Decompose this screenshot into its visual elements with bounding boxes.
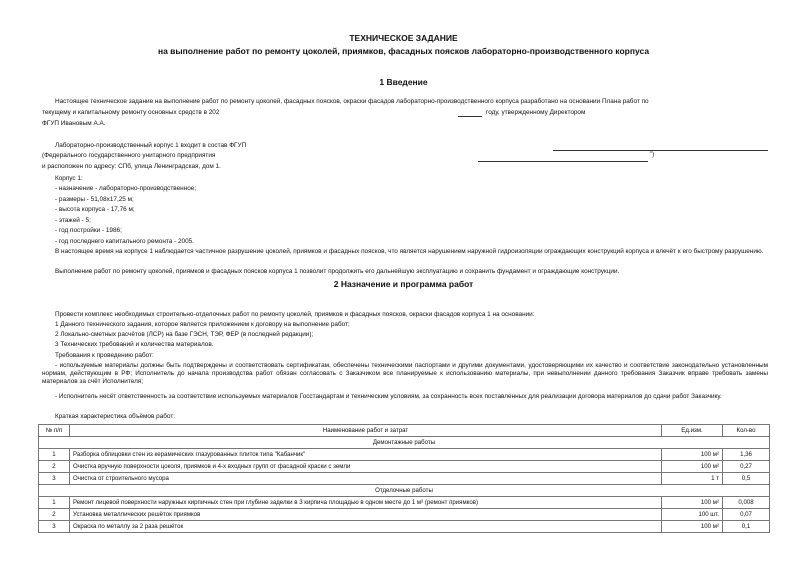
- document-title: ТЕХНИЧЕСКОЕ ЗАДАНИЕ: [349, 33, 458, 43]
- column-header-unit: Ед.изм.: [662, 425, 723, 437]
- org-fullname-line: [478, 161, 648, 162]
- row-name: Ремонт лицевой поверхности наружных кирпичных стен при глубине заделки в 3 кирпича площадью в одном месте до 1 м² (ремонт приямков): [70, 497, 662, 509]
- table-group-row: [39, 437, 770, 449]
- row-name: Очистка вручную поверхности цоколя, приямков и 4-х входных групп от фасадной краски с земли: [70, 461, 662, 473]
- row-no: 2: [39, 509, 70, 521]
- intro-line-2a: текущему и капитальному ремонту основных средств в 202: [42, 109, 220, 116]
- org-name-line: [553, 150, 768, 151]
- table-row: [39, 461, 770, 473]
- volume-heading: Краткая характеристика объёмов работ:: [55, 413, 176, 420]
- corpus-item: - назначение - лабораторно-производственное;: [55, 185, 197, 192]
- corpus-item: - год постройки - 1986;: [55, 227, 122, 234]
- column-header-qty: Кол-во: [723, 425, 770, 437]
- intro-line-3: ФГУП Ивановым А.А.: [42, 120, 106, 127]
- part-line-2: (Федерального государственного унитарного предприятия: [42, 152, 216, 159]
- row-qty: 0,07: [723, 509, 770, 521]
- requirement-1: - используемые материалы должны быть подтверждены и соответствовать сертификатам, обеспечены техническими паспортами и другими документами, удостоверяющими их качество и соответствие законодательно установленным нормам, действующим в РФ; Исполнитель до начала производства работ обязан согласовать с Заказчиком все планируемые к использованию материалы, при невыполнении данного требования Заказчик вправе требовать замены материалов за счёт Исполнителя;: [42, 362, 768, 385]
- column-header-no: № п/п: [39, 425, 70, 437]
- basis-item: 3 Технических требований и количества материалов.: [55, 341, 214, 348]
- table-row: [39, 521, 770, 533]
- row-no: 3: [39, 473, 70, 485]
- row-no: 1: [39, 497, 70, 509]
- row-qty: 1,36: [723, 449, 770, 461]
- group-title: Отделочные работы: [39, 485, 770, 497]
- row-name: Установка металлических решёток приямков: [70, 509, 662, 521]
- table-row: [39, 449, 770, 461]
- row-unit: 100 м²: [662, 461, 723, 473]
- row-unit: 100 м²: [662, 497, 723, 509]
- document-subtitle: на выполнение работ по ремонту цоколей, приямков, фасадных поясков лабораторно-производственного корпуса: [157, 46, 650, 56]
- corpus-item: - размеры - 51,08х17,25 м;: [55, 196, 134, 203]
- row-name: Очистка от строительного мусора: [70, 473, 662, 485]
- column-header-name: Наименование работ и затрат: [70, 425, 662, 437]
- group-title: Демонтажные работы: [39, 437, 770, 449]
- corpus-item: - год последнего капитального ремонта - 2005.: [55, 238, 194, 245]
- row-qty: 0,1: [723, 521, 770, 533]
- row-no: 1: [39, 449, 70, 461]
- row-unit: 100 шт.: [662, 509, 723, 521]
- row-unit: 1 т: [662, 473, 723, 485]
- row-qty: 0,008: [723, 497, 770, 509]
- corpus-item: - этажей - 5;: [55, 217, 91, 224]
- works-table: [38, 424, 770, 533]
- row-unit: 100 м²: [662, 449, 723, 461]
- row-qty: 0,5: [723, 473, 770, 485]
- requirement-2: - Исполнитель несёт ответственность за соответствие используемых материалов Госстандартам и техническим условиям, за сохранность всех поставленных для реализации договора материалов до сдачи работ Заказчику.: [55, 393, 722, 400]
- requirements-heading: Требования к проведению работ:: [55, 352, 154, 359]
- corpus-item: - высота корпуса - 17,76 м;: [55, 206, 135, 213]
- basis-item: 1 Данного технического задания, которое является приложением к договору на выполнение работ;: [55, 321, 350, 328]
- table-group-row: [39, 485, 770, 497]
- section2-lead: Провести комплекс необходимых строительно-отделочных работ по ремонту цоколей, приямков и фасадных поясков, окраски фасадов корпуса 1 на основании:: [55, 311, 535, 318]
- row-unit: 100 м²: [662, 521, 723, 533]
- table-row: [39, 497, 770, 509]
- row-name: Разборка облицовки стен из керамических глазурованных плиток типа "Кабанчик": [70, 449, 662, 461]
- section1-heading: 1 Введение: [379, 77, 428, 87]
- table-row: [39, 473, 770, 485]
- intro-line-2b: году, утвержденному Директором: [486, 109, 586, 116]
- row-qty: 0,27: [723, 461, 770, 473]
- state-paragraph: В настоящее время на корпусе 1 наблюдается частичное разрушение цоколей, приямков и фасадных поясков, что является нарушением наружной гидроизоляции ограждающих конструкций корпуса и влечёт к его быстрому разрушению.: [55, 248, 764, 255]
- table-header-row: [39, 425, 770, 437]
- intro-line-1: Настоящее техническое задание на выполнение работ по ремонту цоколей, фасадных поясков, окраски фасадов лабораторно-производственного корпуса разработано на основании Плана работ по: [55, 98, 649, 105]
- part-line-3: и расположен по адресу: СПб, улица Ленинградская, дом 1.: [42, 163, 221, 170]
- quote-close: ”): [650, 151, 655, 158]
- row-name: Окраска по металлу за 2 раза решёток: [70, 521, 662, 533]
- section2-heading: 2 Назначение и программа работ: [333, 279, 474, 289]
- table-row: [39, 509, 770, 521]
- purpose-paragraph: Выполнение работ по ремонту цоколей, приямков и фасадных поясков корпуса 1 позволит продолжить его дальнейшую эксплуатацию и сохранить фундамент и ограждающие конструкции.: [55, 268, 620, 275]
- basis-item: 2 Локально-сметных расчётов (ЛСР) на базе ГЭСН, ТЭР, ФЕР (в последней редакции);: [55, 331, 314, 338]
- year-blank-line: [458, 116, 482, 117]
- row-no: 2: [39, 461, 70, 473]
- part-line-1: Лабораторно-производственный корпус 1 входит в состав ФГУП: [55, 142, 247, 149]
- row-no: 3: [39, 521, 70, 533]
- corpus-heading: Корпус 1:: [55, 175, 83, 182]
